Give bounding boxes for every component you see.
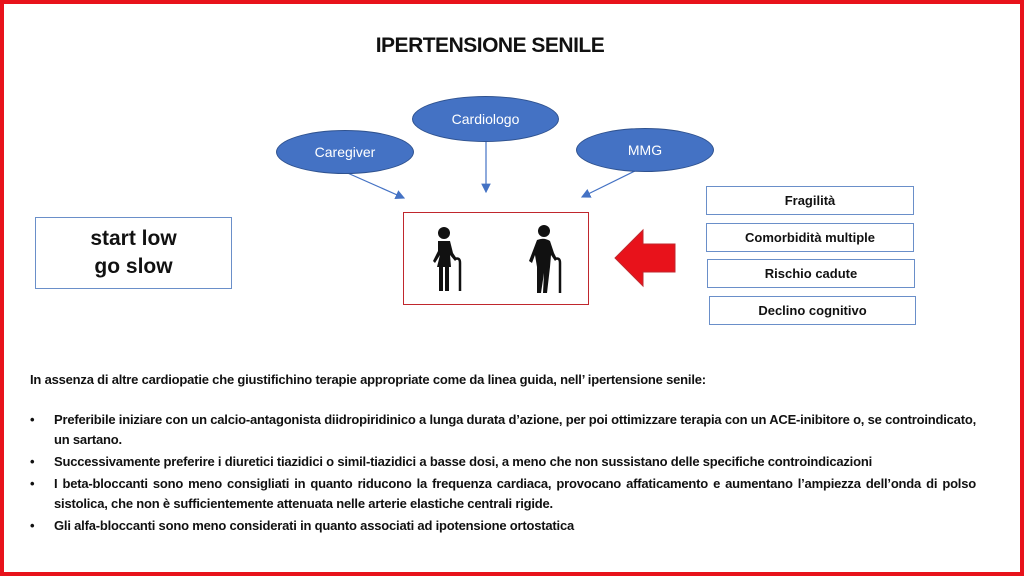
factor-comorbidita — [706, 223, 914, 252]
intro-text: In assenza di altre cardiopatie che giustifichino terapie appropriate come da linea guida, nell’ ipertensione senile: — [30, 372, 706, 387]
bullet-icon: • — [30, 518, 35, 533]
start-low-text: start low — [90, 226, 177, 250]
red-arrow-left-icon — [613, 226, 677, 290]
factor-label: Fragilità — [784, 193, 836, 208]
cardiologo-ellipse — [412, 96, 559, 142]
bullet-icon: • — [30, 412, 35, 427]
bullet-icon: • — [30, 476, 35, 491]
start-low-go-slow-box — [35, 217, 232, 289]
slide-title: IPERTENSIONE SENILE — [375, 34, 605, 57]
caregiver-label: Caregiver — [314, 144, 376, 160]
list-item: • Gli alfa-bloccanti sono meno considerati in quanto associati ad ipotensione ortostatica — [30, 516, 976, 536]
factor-fragilita — [706, 186, 914, 215]
cardiologo-label: Cardiologo — [451, 111, 520, 127]
factor-declino-cognitivo — [709, 296, 916, 325]
caregiver-ellipse — [276, 130, 414, 174]
factor-label: Comorbidità multiple — [745, 230, 875, 245]
factor-rischio-cadute — [707, 259, 915, 288]
list-item: • I beta-bloccanti sono meno consigliati in quanto riducono la frequenza cardiaca, provocano affaticamento e aumentano l’ampiezza dell’onda di polso sistolica, che non è sufficientemente attenuata nelle arterie elastiche centrali rigide. — [30, 476, 976, 511]
factor-label: Rischio cadute — [764, 266, 858, 281]
list-item: • Preferibile iniziare con un calcio-antagonista diidropiridinico a lunga durata d’azione, per poi ottimizzare terapia con un ACE-inibitore o, se controindicato, un sartano. — [30, 412, 976, 447]
elderly-man-icon — [524, 223, 574, 297]
bullet-icon: • — [30, 454, 35, 469]
mmg-ellipse — [576, 128, 714, 172]
elderly-woman-icon — [424, 225, 474, 295]
go-slow-text: go slow — [94, 255, 173, 278]
arrow-caregiver — [343, 171, 404, 198]
elderly-patients-box — [403, 212, 589, 305]
list-item: • Successivamente preferire i diuretici tiazidici o simil-tiazidici a basse dosi, a meno che non sussistano delle specifiche controindicazioni — [30, 452, 976, 472]
recommendation-list — [30, 410, 976, 538]
mmg-label: MMG — [627, 142, 663, 158]
factor-label: Declino cognitivo — [758, 303, 867, 318]
